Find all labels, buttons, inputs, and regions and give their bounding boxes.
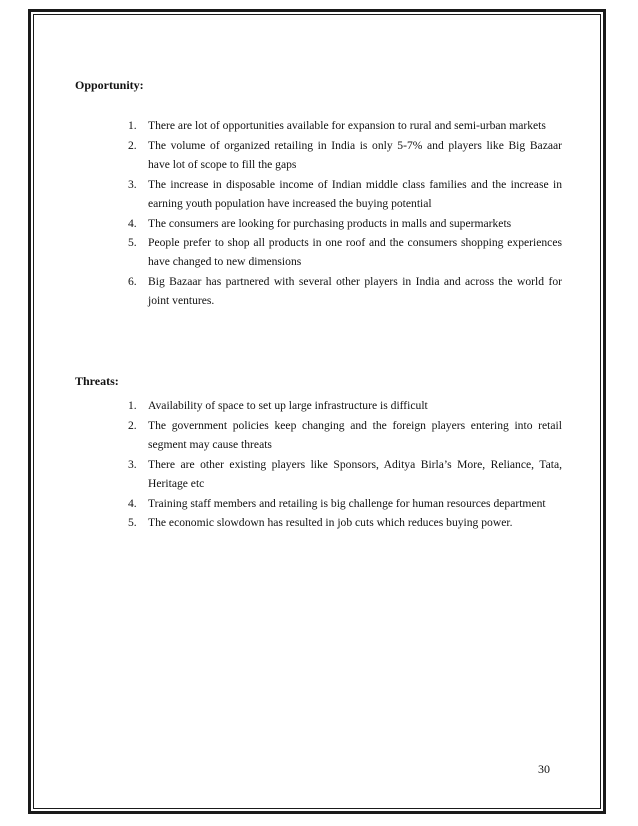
- list-number: 2.: [128, 138, 137, 152]
- list-text: The government policies keep changing and the foreign players entering into retail segment may cause threats: [148, 418, 562, 451]
- list-text: The economic slowdown has resulted in job cuts which reduces buying power.: [148, 516, 513, 530]
- list-number: 5.: [128, 516, 137, 530]
- list-number: 4.: [128, 216, 137, 230]
- threats-heading: Threats:: [75, 374, 119, 388]
- list-text: There are lot of opportunities available for expansion to rural and semi-urban markets: [148, 119, 546, 132]
- list-text: The increase in disposable income of Indian middle class families and the increase in earning youth population have increased the buying potential: [148, 177, 562, 210]
- list-number: 6.: [128, 275, 137, 289]
- list-item: [128, 513, 562, 532]
- list-item: [128, 116, 562, 135]
- opportunity-list: [128, 116, 562, 311]
- list-item: [128, 494, 562, 513]
- list-item: [128, 175, 562, 213]
- list-item: [128, 416, 562, 454]
- list-item: [128, 396, 562, 415]
- list-number: 1.: [128, 399, 137, 412]
- opportunity-heading: Opportunity:: [75, 78, 144, 92]
- list-text: Big Bazaar has partnered with several other players in India and across the world for joint ventures.: [148, 275, 562, 308]
- list-text: There are other existing players like Sponsors, Aditya Birla’s More, Reliance, Tata, Heritage etc: [148, 457, 562, 490]
- list-number: 4.: [128, 496, 137, 510]
- list-item: [128, 233, 562, 271]
- list-item: [128, 214, 562, 233]
- list-text: People prefer to shop all products in one roof and the consumers shopping experiences have changed to new dimensions: [148, 236, 562, 269]
- list-text: The volume of organized retailing in India is only 5-7% and players like Big Bazaar have lot of scope to fill the gaps: [148, 138, 562, 171]
- list-item: [128, 272, 562, 310]
- threats-list: [128, 396, 562, 533]
- list-number: 3.: [128, 177, 137, 191]
- list-text: The consumers are looking for purchasing products in malls and supermarkets: [148, 216, 512, 230]
- list-item: [128, 136, 562, 174]
- list-item: [128, 455, 562, 493]
- list-number: 1.: [128, 119, 137, 132]
- list-number: 3.: [128, 457, 137, 471]
- list-text: Training staff members and retailing is big challenge for human resources department: [148, 496, 546, 510]
- list-number: 2.: [128, 418, 137, 432]
- page-number: 30: [538, 762, 550, 776]
- list-number: 5.: [128, 236, 137, 250]
- list-text: Availability of space to set up large infrastructure is difficult: [148, 399, 428, 412]
